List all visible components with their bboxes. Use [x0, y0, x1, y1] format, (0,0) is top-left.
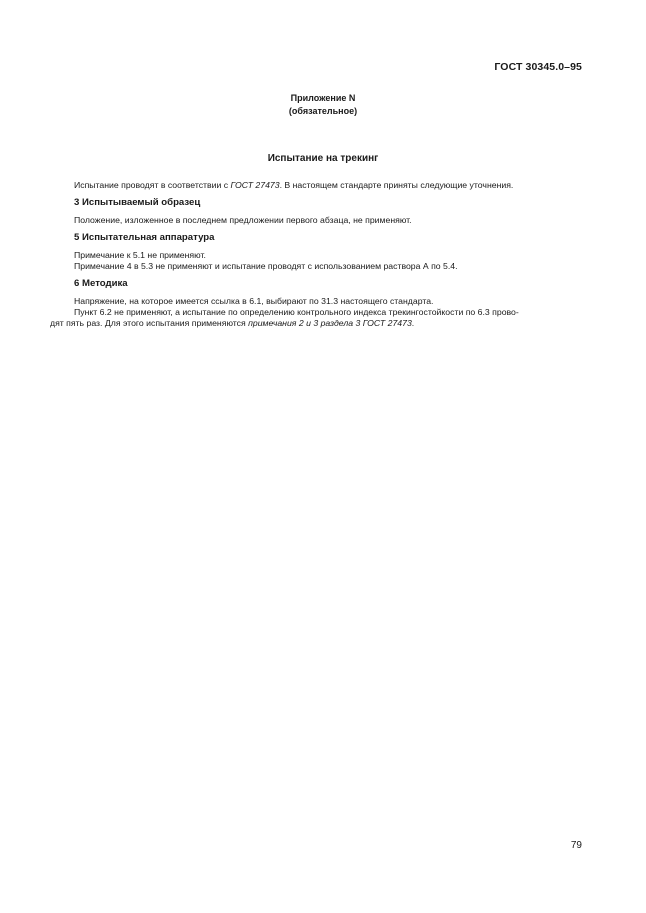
- intro-reference: ГОСТ 27473: [230, 180, 280, 190]
- document-code: ГОСТ 30345.0–95: [494, 61, 582, 73]
- clause-5-note-2: Примечание 4 в 5.3 не применяют и испытание проводят с использованием раствора А по 5.4.: [74, 261, 458, 271]
- annex-subtitle: (обязательное): [288, 106, 358, 116]
- clause-6-paragraph-2-continuation: [50, 318, 584, 329]
- annex-heading: [0, 92, 646, 118]
- clause-6-paragraph-1: Напряжение, на которое имеется ссылка в 6.1, выбирают по 31.3 настоящего стандарта.: [74, 296, 434, 306]
- clause-5-note-1: Примечание к 5.1 не применяют.: [74, 250, 206, 260]
- clause-6-reference: примечания 2 и 3 раздела 3 ГОСТ 27473: [248, 318, 412, 328]
- clause-5-heading: 5 Испытательная аппаратура: [74, 232, 215, 243]
- document-body: [50, 180, 584, 329]
- clause-3-text: Положение, изложенное в последнем предложении первого абзаца, не применяют.: [74, 215, 412, 225]
- intro-text-after: . В настоящем стандарте приняты следующие уточнения.: [279, 180, 514, 190]
- page-number: 79: [570, 840, 582, 851]
- clause-6-paragraph-2-end: .: [411, 318, 415, 328]
- clause-6-paragraph-2: [62, 307, 584, 318]
- intro-paragraph: [62, 180, 584, 191]
- annex-title: Приложение N: [290, 93, 356, 103]
- clause-6-paragraph-2-text: Пункт 6.2 не применяют, а испытание по определению контрольного индекса трекингостойкости по 6.3 прово-: [74, 307, 519, 317]
- intro-text-before: Испытание проводят в соответствии с: [74, 180, 231, 190]
- clause-3-heading: 3 Испытываемый образец: [74, 197, 201, 208]
- clause-6-heading: 6 Методика: [74, 278, 128, 289]
- clause-6-paragraph-2-cont: дят пять раз. Для этого испытания применяются: [50, 318, 249, 328]
- section-title: Испытание на трекинг: [267, 153, 379, 164]
